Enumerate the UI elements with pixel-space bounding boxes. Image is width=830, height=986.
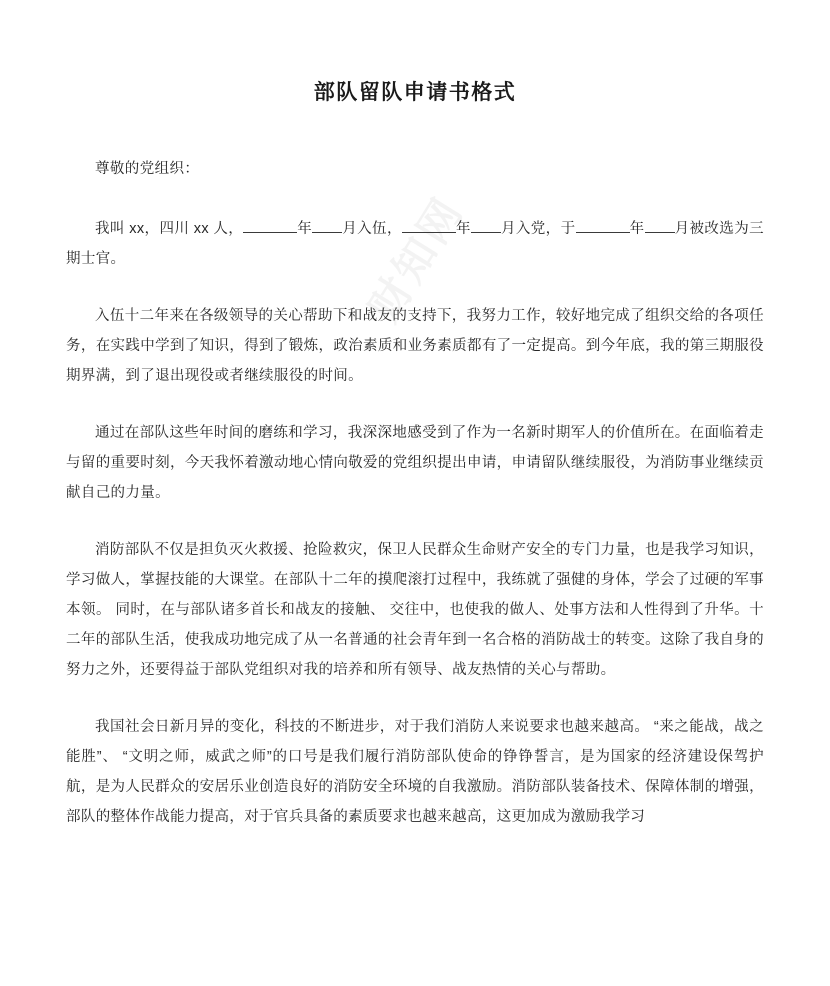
party-month-blank[interactable] <box>471 232 501 233</box>
personal-info-text-7: 月被改选为三期士官。 <box>66 220 764 267</box>
paragraph-social-development: 我国社会日新月异的变化，科技的不断进步，对于我们消防人来说要求也越来越高。 “来之能战，战之能胜”、 “文明之师，威武之师”的口号是我们履行消防部队使命的铮铮誓言，是为国家的经济建设保驾护航，是为人民群众的安居乐业创造良好的消防安全环境的自我激励。消防部队装备技术、保障体制的增强，部队的整体作战能力提高，对于官兵具备的素质要求也越来越高，这更加成为激励我学习 <box>66 718 764 825</box>
party-year-blank[interactable] <box>402 232 456 233</box>
salutation-line: 尊敬的党组织： <box>95 161 200 177</box>
personal-info-text-3: 月入伍， <box>342 220 402 237</box>
paragraph-personal-info <box>66 184 764 274</box>
paragraph-service-record: 入伍十二年来在各级领导的关心帮助下和战友的支持下，我努力工作，较好地完成了组织交给的各项任务，在实践中学到了知识，得到了锻炼，政治素质和业务素质都有了一定提高。到今年底，我的第三期服役期界满，到了退出现役或者继续服役的时间。 <box>66 307 764 384</box>
paragraph-list <box>66 184 764 832</box>
promotion-month-blank[interactable] <box>645 232 675 233</box>
personal-info-text-5: 月入党，于 <box>500 220 576 237</box>
promotion-year-blank[interactable] <box>576 232 630 233</box>
personal-info-text-1: 我叫 xx，四川 xx 人， <box>95 220 244 237</box>
personal-info-text-6: 年 <box>629 220 645 237</box>
page-title: 部队留队申请书格式 <box>313 81 517 104</box>
personal-info-text-4: 年 <box>455 220 471 237</box>
personal-info-text-2: 年 <box>297 220 313 237</box>
enlist-year-blank[interactable] <box>243 232 297 233</box>
enlist-month-blank[interactable] <box>312 232 342 233</box>
paragraph-application-statement: 通过在部队这些年时间的磨练和学习，我深深地感受到了作为一名新时期军人的价值所在。在面临着走与留的重要时刻，今天我怀着激动地心情向敬爱的党组织提出申请，申请留队继续服役，为消防事业继续贡献自己的力量。 <box>66 424 764 501</box>
paragraph-fire-brigade-growth: 消防部队不仅是担负灭火救援、抢险救灾，保卫人民群众生命财产安全的专门力量，也是我学习知识，学习做人，掌握技能的大课堂。在部队十二年的摸爬滚打过程中，我练就了强健的身体，学会了过硬的军事本领。 同时，在与部队诸多首长和战友的接触、 交往中，也使我的做人、处事方法和人性得到了升华。十二年的部队生活，使我成功地完成了从一名普通的社会青年到一名合格的消防战士的转变。这除了我自身的努力之外，还要得益于部队党组织对我的培养和所有领导、战友热情的关心与帮助。 <box>66 541 764 678</box>
